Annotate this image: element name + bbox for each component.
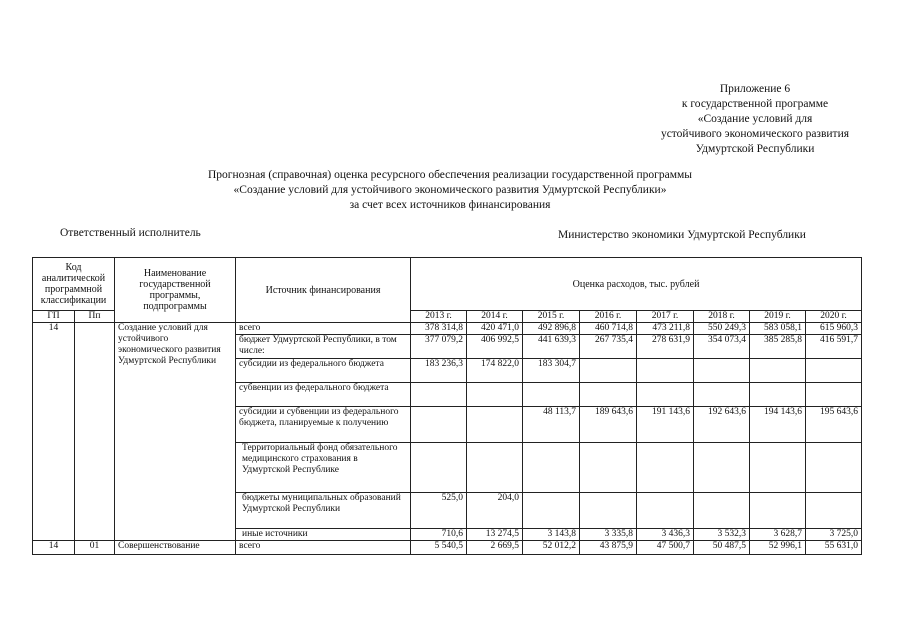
value-cell: 50 487,5 (694, 541, 750, 555)
source-cell: бюджеты муниципальных образований Удмуртской Республики (236, 493, 411, 529)
value-cell (467, 407, 523, 443)
title-line: Прогнозная (справочная) оценка ресурсного обеспечения реализации государственной программы (207, 169, 693, 181)
source-cell: всего (236, 541, 411, 555)
value-cell: 3 628,7 (750, 529, 806, 541)
value-cell: 416 591,7 (806, 335, 862, 359)
value-cell (806, 493, 862, 529)
value-cell: 2 669,5 (467, 541, 523, 555)
program-gp: 14 (33, 323, 75, 541)
value-cell: 3 143,8 (523, 529, 580, 541)
table-row (33, 541, 862, 555)
value-cell: 377 079,2 (411, 335, 467, 359)
subprogram-name: Совершенствование (115, 541, 236, 555)
value-cell: 189 643,6 (580, 407, 637, 443)
value-cell (806, 383, 862, 407)
appendix-line: Удмуртской Республики (695, 143, 815, 155)
value-cell: 192 643,6 (694, 407, 750, 443)
value-cell (750, 383, 806, 407)
source-cell: всего (236, 323, 411, 335)
value-cell (750, 493, 806, 529)
value-cell: 710,6 (411, 529, 467, 541)
value-cell: 278 631,9 (637, 335, 694, 359)
value-cell: 492 896,8 (523, 323, 580, 335)
header-year: 2016 г. (580, 311, 637, 323)
header-row (33, 258, 862, 311)
value-cell: 550 249,3 (694, 323, 750, 335)
table-row (33, 323, 862, 335)
appendix-line: «Создание условий для (697, 113, 813, 125)
value-cell (750, 359, 806, 383)
value-cell: 406 992,5 (467, 335, 523, 359)
value-cell (694, 359, 750, 383)
header-year: 2013 г. (411, 311, 467, 323)
value-cell (523, 443, 580, 493)
appendix-line: к государственной программе (681, 98, 829, 110)
header-year: 2014 г. (467, 311, 523, 323)
value-cell (411, 443, 467, 493)
value-cell: 525,0 (411, 493, 467, 529)
source-cell: субвенции из федерального бюджета (236, 383, 411, 407)
value-cell: 195 643,6 (806, 407, 862, 443)
value-cell (580, 443, 637, 493)
value-cell (637, 383, 694, 407)
header-name: Наименование государственной программы, подпрограммы (115, 258, 236, 323)
header-gp: ГП (33, 311, 75, 323)
value-cell (637, 493, 694, 529)
value-cell: 191 143,6 (637, 407, 694, 443)
header-year: 2015 г. (523, 311, 580, 323)
value-cell: 3 335,8 (580, 529, 637, 541)
value-cell (411, 407, 467, 443)
value-cell (806, 443, 862, 493)
value-cell: 183 236,3 (411, 359, 467, 383)
source-cell: бюджет Удмуртской Республики, в том числе: (236, 335, 411, 359)
value-cell (580, 493, 637, 529)
value-cell (694, 383, 750, 407)
title-line: за счет всех источников финансирования (349, 199, 551, 211)
header-year: 2017 г. (637, 311, 694, 323)
value-cell (694, 493, 750, 529)
program-name: Создание условий для устойчивого экономического развития Удмуртской Республики (115, 323, 236, 541)
value-cell: 174 822,0 (467, 359, 523, 383)
value-cell: 194 143,6 (750, 407, 806, 443)
header-year: 2020 г. (806, 311, 862, 323)
value-cell (806, 359, 862, 383)
value-cell: 47 500,7 (637, 541, 694, 555)
value-cell: 473 211,8 (637, 323, 694, 335)
value-cell (580, 359, 637, 383)
value-cell: 267 735,4 (580, 335, 637, 359)
source-cell: субсидии из федерального бюджета (236, 359, 411, 383)
value-cell: 420 471,0 (467, 323, 523, 335)
appendix-line: Приложение 6 (719, 83, 791, 95)
value-cell (694, 443, 750, 493)
subprogram-pp: 01 (75, 541, 115, 555)
source-cell: иные источники (236, 529, 411, 541)
title-line: «Создание условий для устойчивого экономического развития Удмуртской Республики» (233, 184, 667, 196)
value-cell: 3 436,3 (637, 529, 694, 541)
header-estimate: Оценка расходов, тыс. рублей (411, 258, 862, 311)
header-year: 2019 г. (750, 311, 806, 323)
program-pp (75, 323, 115, 541)
value-cell (523, 383, 580, 407)
value-cell: 460 714,8 (580, 323, 637, 335)
value-cell (637, 443, 694, 493)
value-cell: 183 304,7 (523, 359, 580, 383)
header-code: Код аналитической программной классификации (33, 258, 115, 311)
value-cell: 55 631,0 (806, 541, 862, 555)
header-pp: Пп (75, 311, 115, 323)
value-cell: 441 639,3 (523, 335, 580, 359)
value-cell: 3 725,0 (806, 529, 862, 541)
responsible-label: Ответственный исполнитель (60, 227, 201, 239)
value-cell: 13 274,5 (467, 529, 523, 541)
value-cell (411, 383, 467, 407)
value-cell (523, 493, 580, 529)
header-year: 2018 г. (694, 311, 750, 323)
value-cell: 385 285,8 (750, 335, 806, 359)
source-cell: Территориальный фонд обязательного медицинского страхования в Удмуртской Республике (236, 443, 411, 493)
value-cell: 48 113,7 (523, 407, 580, 443)
value-cell: 378 314,8 (411, 323, 467, 335)
value-cell: 354 073,4 (694, 335, 750, 359)
value-cell: 583 058,1 (750, 323, 806, 335)
value-cell (467, 383, 523, 407)
value-cell (580, 383, 637, 407)
responsible-value: Министерство экономики Удмуртской Республики (558, 229, 806, 241)
value-cell: 615 960,3 (806, 323, 862, 335)
value-cell (750, 443, 806, 493)
value-cell: 5 540,5 (411, 541, 467, 555)
value-cell: 204,0 (467, 493, 523, 529)
appendix-caption (600, 82, 905, 157)
value-cell (467, 443, 523, 493)
value-cell: 52 012,2 (523, 541, 580, 555)
value-cell: 3 532,3 (694, 529, 750, 541)
subprogram-gp: 14 (33, 541, 75, 555)
source-cell: субсидии и субвенции из федерального бюджета, планируемые к получению (236, 407, 411, 443)
value-cell (637, 359, 694, 383)
document-title (100, 168, 800, 213)
header-source: Источник финансирования (236, 258, 411, 323)
appendix-line: устойчивого экономического развития (660, 128, 850, 140)
value-cell: 52 996,1 (750, 541, 806, 555)
value-cell: 43 875,9 (580, 541, 637, 555)
resource-table (32, 257, 862, 555)
